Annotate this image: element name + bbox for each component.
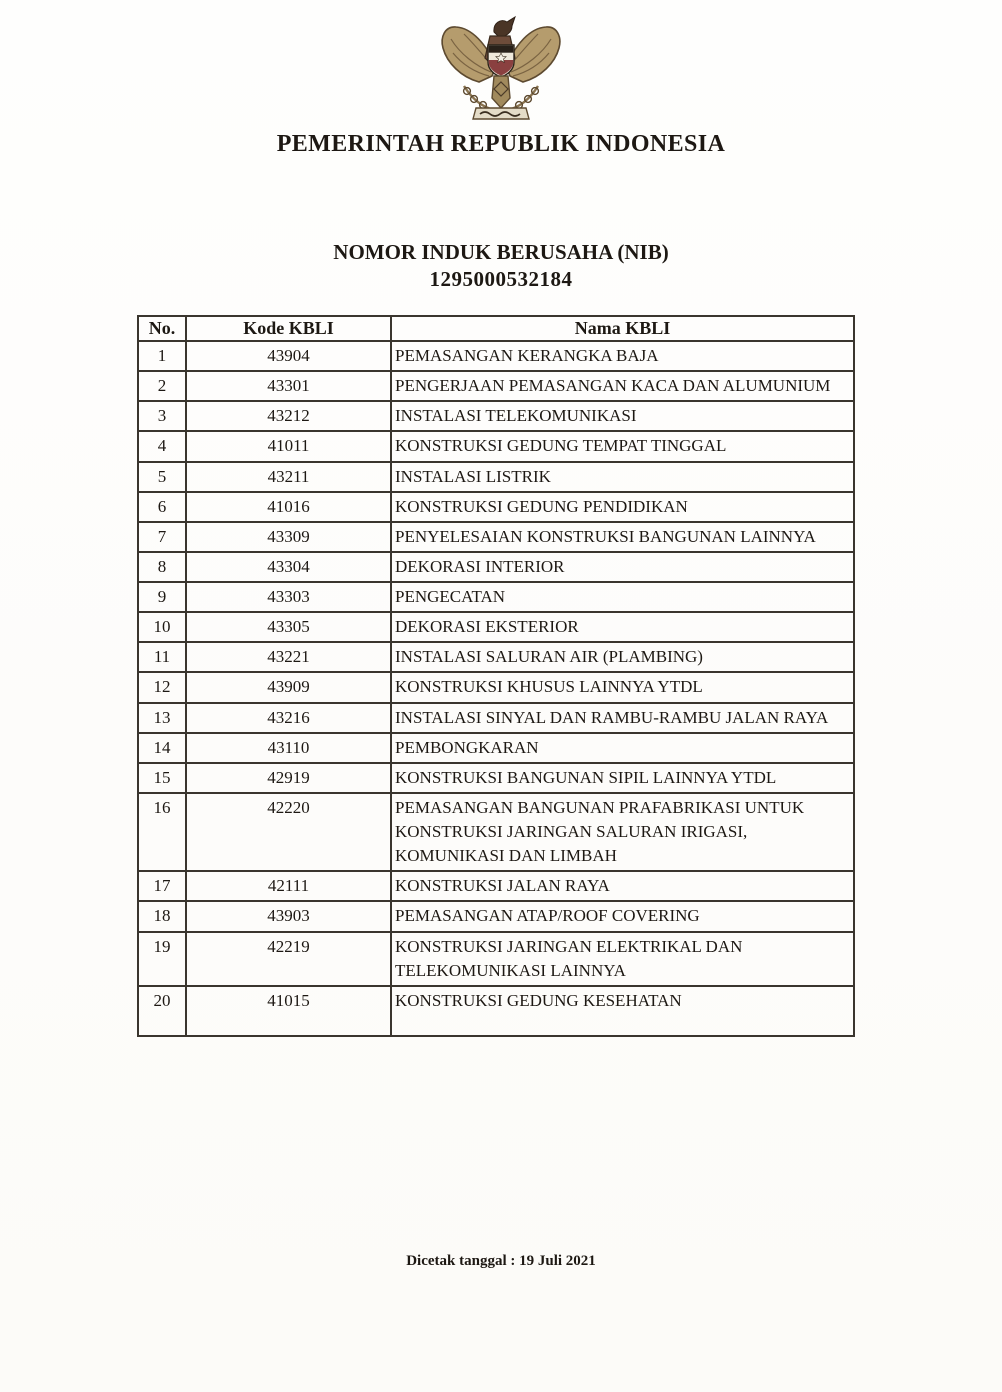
row-kode-kbli: 41016 (186, 492, 391, 522)
printed-date-note: Dicetak tanggal : 19 Juli 2021 (406, 1253, 596, 1269)
row-kode-kbli: 42919 (186, 763, 391, 793)
row-nama-kbli: PENGECATAN (391, 582, 854, 612)
row-nama-kbli: PEMASANGAN BANGUNAN PRAFABRIKASI UNTUK KONSTRUKSI JARINGAN SALURAN IRIGASI, KOMUNIKASI DAN LIMBAH (391, 793, 854, 871)
row-kode-kbli: 43904 (186, 341, 391, 371)
government-title: PEMERINTAH REPUBLIK INDONESIA (276, 131, 726, 157)
row-nama-kbli: DEKORASI EKSTERIOR (391, 612, 854, 642)
garuda-icon (434, 12, 568, 124)
table-row (138, 371, 854, 401)
row-no: 17 (138, 871, 186, 901)
row-nama-kbli: INSTALASI LISTRIK (391, 462, 854, 492)
row-kode-kbli: 42220 (186, 793, 391, 871)
row-no: 3 (138, 401, 186, 431)
row-nama-kbli: INSTALASI SALURAN AIR (PLAMBING) (391, 642, 854, 672)
row-no: 4 (138, 431, 186, 461)
table-row (138, 462, 854, 492)
header-no: No. (138, 316, 186, 341)
row-kode-kbli: 43212 (186, 401, 391, 431)
table-row (138, 871, 854, 901)
row-no: 7 (138, 522, 186, 552)
row-kode-kbli: 43216 (186, 703, 391, 733)
row-nama-kbli: PEMBONGKARAN (391, 733, 854, 763)
row-kode-kbli: 43305 (186, 612, 391, 642)
row-no: 15 (138, 763, 186, 793)
table-row (138, 552, 854, 582)
row-no: 5 (138, 462, 186, 492)
row-nama-kbli: KONSTRUKSI GEDUNG KESEHATAN (391, 986, 854, 1036)
row-kode-kbli: 42111 (186, 871, 391, 901)
row-no: 10 (138, 612, 186, 642)
row-kode-kbli: 43903 (186, 901, 391, 931)
table-row (138, 582, 854, 612)
header-row (138, 316, 854, 341)
row-kode-kbli: 43909 (186, 672, 391, 702)
row-nama-kbli: PENGERJAAN PEMASANGAN KACA DAN ALUMUNIUM (391, 371, 854, 401)
table-row (138, 733, 854, 763)
row-nama-kbli: INSTALASI SINYAL DAN RAMBU-RAMBU JALAN RAYA (391, 703, 854, 733)
row-kode-kbli: 43221 (186, 642, 391, 672)
row-no: 19 (138, 932, 186, 986)
row-no: 9 (138, 582, 186, 612)
kbli-table (137, 315, 855, 1037)
table-row (138, 901, 854, 931)
row-no: 13 (138, 703, 186, 733)
row-kode-kbli: 43301 (186, 371, 391, 401)
row-no: 1 (138, 341, 186, 371)
row-nama-kbli: KONSTRUKSI JARINGAN ELEKTRIKAL DAN TELEKOMUNIKASI LAINNYA (391, 932, 854, 986)
row-no: 8 (138, 552, 186, 582)
row-nama-kbli: PEMASANGAN KERANGKA BAJA (391, 341, 854, 371)
table-row (138, 612, 854, 642)
row-kode-kbli: 43110 (186, 733, 391, 763)
row-nama-kbli: PEMASANGAN ATAP/ROOF COVERING (391, 901, 854, 931)
row-no: 16 (138, 793, 186, 871)
table-row (138, 986, 854, 1036)
row-no: 2 (138, 371, 186, 401)
document-title: NOMOR INDUK BERUSAHA (NIB) (333, 240, 669, 264)
row-nama-kbli: KONSTRUKSI JALAN RAYA (391, 871, 854, 901)
table-row (138, 431, 854, 461)
row-no: 6 (138, 492, 186, 522)
table-row (138, 522, 854, 552)
table-row (138, 703, 854, 733)
row-kode-kbli: 43304 (186, 552, 391, 582)
row-no: 11 (138, 642, 186, 672)
row-kode-kbli: 42219 (186, 932, 391, 986)
header-nama-kbli: Nama KBLI (391, 316, 854, 341)
row-kode-kbli: 41015 (186, 986, 391, 1036)
row-kode-kbli: 43309 (186, 522, 391, 552)
row-nama-kbli: PENYELESAIAN KONSTRUKSI BANGUNAN LAINNYA (391, 522, 854, 552)
header-kode-kbli: Kode KBLI (186, 316, 391, 341)
table-row (138, 401, 854, 431)
row-kode-kbli: 43211 (186, 462, 391, 492)
garuda-pancasila-emblem (434, 12, 568, 129)
table-row (138, 793, 854, 871)
nib-title-block (0, 239, 1002, 293)
row-no: 14 (138, 733, 186, 763)
row-no: 20 (138, 986, 186, 1036)
table-row (138, 932, 854, 986)
table-row (138, 341, 854, 371)
row-nama-kbli: KONSTRUKSI GEDUNG PENDIDIKAN (391, 492, 854, 522)
row-no: 18 (138, 901, 186, 931)
table-row (138, 642, 854, 672)
nib-number: 1295000532184 (429, 266, 573, 291)
row-no: 12 (138, 672, 186, 702)
row-nama-kbli: KONSTRUKSI BANGUNAN SIPIL LAINNYA YTDL (391, 763, 854, 793)
row-nama-kbli: DEKORASI INTERIOR (391, 552, 854, 582)
row-nama-kbli: KONSTRUKSI GEDUNG TEMPAT TINGGAL (391, 431, 854, 461)
kbli-table-header (138, 316, 854, 341)
row-kode-kbli: 41011 (186, 431, 391, 461)
row-kode-kbli: 43303 (186, 582, 391, 612)
table-row (138, 763, 854, 793)
row-nama-kbli: INSTALASI TELEKOMUNIKASI (391, 401, 854, 431)
table-row (138, 492, 854, 522)
row-nama-kbli: KONSTRUKSI KHUSUS LAINNYA YTDL (391, 672, 854, 702)
table-row (138, 672, 854, 702)
kbli-table-body (138, 341, 854, 1036)
